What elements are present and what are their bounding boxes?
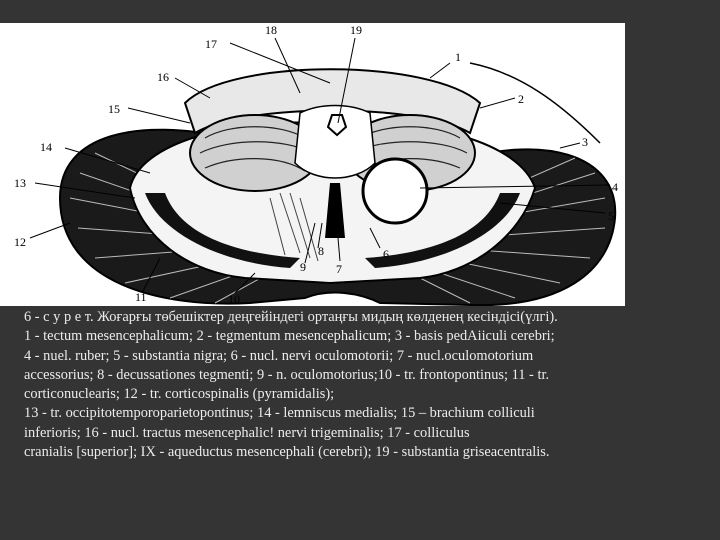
- label-13: 13: [14, 176, 26, 190]
- caption-line: 6 - с у р е т. Жоғарғы төбешіктер деңгейіндегі ортаңғы мидың көлденең кесіндісі(үлгі).: [24, 309, 558, 325]
- caption-line: 4 - nuel. ruber; 5 - substantia nigra; 6 - nucl. nervi oculomotorii; 7 - nucl.oculomotorium: [24, 347, 534, 364]
- figure-panel: [0, 23, 625, 306]
- label-9: 9: [300, 260, 306, 274]
- label-1: 1: [455, 50, 461, 64]
- label-11: 11: [135, 290, 147, 304]
- label-17: 17: [205, 37, 217, 51]
- label-8: 8: [318, 244, 324, 258]
- label-7: 7: [336, 262, 342, 276]
- label-2: 2: [518, 92, 524, 106]
- caption-line: accessorius; 8 - decussationes tegmenti; 9 - n. oculomotorius;10 - tr. frontopontinus; 11 - tr.: [24, 366, 550, 383]
- red-nucleus: [363, 159, 427, 223]
- label-4: 4: [612, 180, 618, 194]
- caption-line: 1 - tectum mesencephalicum; 2 - tegmentum mesencephalicum; 3 - basis pedAiiculi cerebri;: [24, 328, 555, 345]
- membrane-line: [470, 63, 600, 143]
- figure-caption: [24, 308, 704, 462]
- label-14: 14: [40, 140, 52, 154]
- label-18: 18: [265, 23, 277, 37]
- label-5: 5: [608, 209, 614, 223]
- caption-line: corticonuclearis; 12 - tr. corticospinalis (pyramidalis);: [24, 386, 335, 403]
- label-15: 15: [108, 102, 120, 116]
- label-6: 6: [383, 247, 389, 261]
- label-10: 10: [228, 292, 240, 306]
- caption-line: inferioris; 16 - nucl. tractus mesencephalic! nervi trigeminalis; 17 - colliculus: [24, 424, 470, 441]
- label-12: 12: [14, 235, 26, 249]
- caption-line: cranialis [superior]; IX - aqueductus mesencephali (cerebri); 19 - substantia griseacentralis.: [24, 444, 550, 461]
- label-3: 3: [582, 135, 588, 149]
- midbrain-cross-section-diagram: [0, 23, 625, 306]
- caption-line: 13 - tr. occipitotemporoparietopontinus; 14 - lemniscus medialis; 15 – brachium colliculi: [24, 405, 535, 422]
- label-16: 16: [157, 70, 169, 84]
- label-19: 19: [350, 23, 362, 37]
